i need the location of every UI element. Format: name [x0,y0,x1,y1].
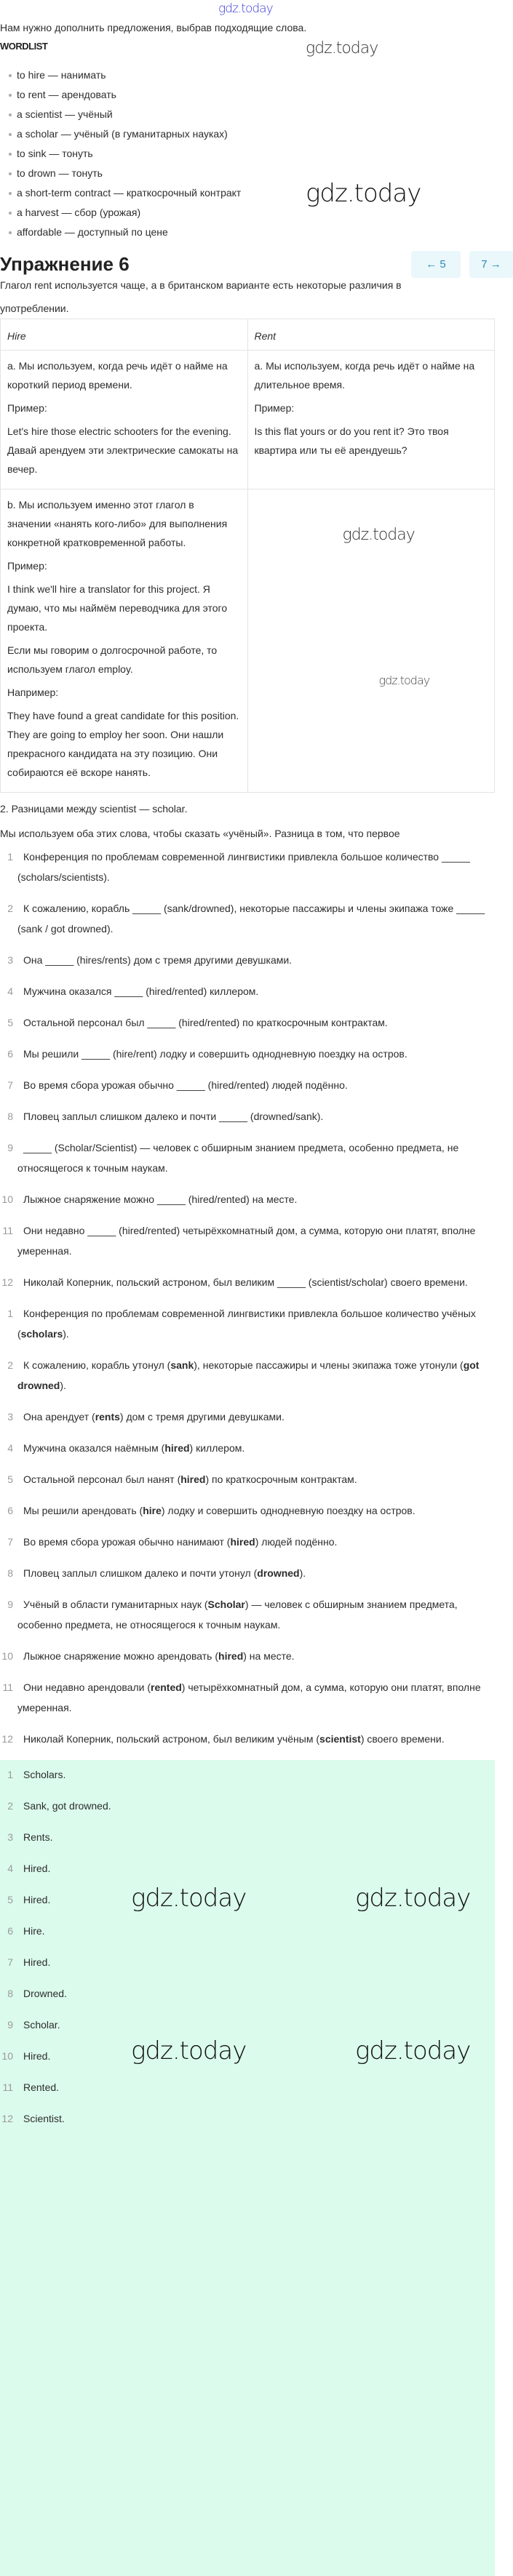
watermark: gdz.today [131,2036,247,2065]
item-number: 4 [7,1442,13,1454]
text-segment: Во время сбора урожая обычно нанимают ( [23,1536,231,1548]
text-segment: ) своего времени. [360,1733,445,1745]
cell-paragraph: а. Мы используем, когда речь идёт о найме на длительное время. [254,360,475,391]
task-item [0,1189,495,1209]
text-segment: ) лодку и совершить однодневную поездку на остров. [161,1505,415,1516]
item-number: 11 [2,1681,13,1693]
answer-word: got drowned [17,1359,480,1391]
answer-text: Sank, got drowned. [23,1800,111,1812]
cell-paragraph: Let's hire those electric schooters for the evening. Давай арендуем эти электрические самокаты на вечер. [7,425,239,475]
item-text [17,1142,458,1174]
item-number: 1 [7,1769,13,1780]
text-segment: ) дом с тремя другими девушками. [119,1411,285,1423]
text-segment: ). [63,1328,69,1340]
item-text [17,1359,479,1391]
item-number: 9 [7,1142,13,1153]
item-text [17,1225,475,1257]
text-segment: Она _____ (hires/rents) дом с тремя другими девушками. [23,954,293,966]
item-number: 1 [7,851,13,863]
answer-word: scholars [20,1328,63,1340]
item-number: 9 [7,1599,13,1610]
text-segment: ). [299,1567,306,1579]
answer-item [0,2108,495,2129]
table-row [1,489,495,793]
solution-item [0,1469,495,1489]
answer-word: sank [170,1359,194,1371]
answer-word: rents [95,1411,120,1423]
wordlist-item [9,165,241,185]
item-text [17,985,258,997]
text-segment: ) людей подённо. [255,1536,338,1548]
item-number: 8 [7,1988,13,1999]
solution-list [0,1303,495,1749]
item-number: 9 [7,2019,13,2031]
item-text [17,1505,415,1516]
text-segment: Мы решили _____ (hire/rent) лодку и совершить однодневную поездку на остров. [23,1048,407,1060]
answer-text: Drowned. [23,1988,67,1999]
bullet-icon [9,74,12,77]
text-segment: ). [60,1380,66,1391]
item-number: 2 [7,1359,13,1371]
text-segment: Мы решили арендовать ( [23,1505,143,1516]
wordlist-item [9,145,241,165]
text-segment: Мужчина оказался _____ (hired/rented) киллером. [23,985,259,997]
item-number: 8 [7,1567,13,1579]
answer-word: hired [164,1442,190,1454]
item-number: 12 [1,1276,13,1288]
header-rent: Rent [247,319,495,351]
task-list [0,847,495,1292]
item-number: 8 [7,1111,13,1122]
intro-text: Нам нужно дополнить предложения, выбрав подходящие слова. [0,22,307,33]
next-exercise-button[interactable]: 7 → [469,251,513,278]
item-number: 3 [7,954,13,966]
text-segment: ) — человек с обширным знанием предмета, особенно предмета, не относящегося к точным наукам. [17,1599,458,1631]
item-text [17,903,485,935]
task-item [0,1012,495,1033]
bullet-icon [9,172,12,175]
watermark: gdz.today [355,2036,471,2065]
item-number: 10 [1,1650,13,1662]
text-segment: Николай Коперник, польский астроном, был великим _____ (scientist/scholar) своего времени. [23,1276,468,1288]
wordlist [9,67,241,244]
text-segment: Конференция по проблемам современной лингвистики привлекла большое количество учёных ( [17,1308,476,1340]
text-segment: ) четырёхкомнатный дом, а сумма, которую они платят, вполне умеренная. [17,1681,481,1713]
task-item [0,1220,495,1261]
answer-text: Hire. [23,1925,45,1937]
item-number: 12 [1,1733,13,1745]
text-segment: К сожалению, корабль утонул ( [23,1359,171,1371]
solution-item [0,1677,495,1718]
answer-text: Rents. [23,1831,53,1843]
item-text [17,1599,458,1631]
wordlist-item-text: a short-term contract — краткосрочный контракт [17,187,242,199]
wordlist-item [9,87,241,106]
item-text [17,1411,285,1423]
wordlist-item [9,126,241,145]
item-text [17,1048,407,1060]
item-number: 1 [7,1308,13,1319]
cell-rent-b-empty [247,489,495,793]
text-segment: Во время сбора урожая обычно _____ (hired/rented) людей подённо. [23,1079,348,1091]
item-text [17,1308,476,1340]
text-segment: ), некоторые пассажиры и члены экипажа тоже утонули ( [194,1359,464,1371]
answer-text: Scholar. [23,2019,60,2031]
task-item [0,1137,495,1178]
item-number: 3 [7,1411,13,1423]
watermark: gdz.today [218,1,273,16]
answer-word: hire [143,1505,162,1516]
item-number: 11 [2,1225,13,1236]
item-text [17,1276,468,1288]
table-header-row [1,319,495,351]
text-segment: К сожалению, корабль _____ (sank/drowned), некоторые пассажиры и члены экипажа тоже _____ (sank / got drowned). [17,903,485,935]
wordlist-item [9,106,241,126]
hire-rent-table [0,319,495,793]
watermark: gdz.today [306,39,378,57]
cell-paragraph: а. Мы используем, когда речь идёт о найме на короткий период времени. [7,360,228,391]
answer-item [0,2046,495,2066]
item-text [17,1442,244,1454]
solution-item [0,1407,495,1427]
text-segment: Остальной персонал был _____ (hired/rented) по краткосрочным контрактам. [23,1017,388,1028]
item-number: 10 [1,1193,13,1205]
usage-text: употреблении. [0,303,69,314]
header-hire: Hire [1,319,248,351]
item-text [17,954,292,966]
bullet-icon [9,212,12,215]
cell-paragraph: b. Мы используем именно этот глагол в значении «нанять кого-либо» для выполнения конкретной кратковременной работы. [7,499,228,548]
text-segment: Они недавно _____ (hired/rented) четырёхкомнатный дом, а сумма, которую они платят, вполне умеренная. [17,1225,476,1257]
solution-item [0,1594,495,1635]
cell-hire-a [1,351,248,489]
answer-item [0,1921,495,1941]
wordlist-item-text: a scientist — учёный [17,108,113,120]
item-text [17,1079,348,1091]
text-segment: Мужчина оказался наёмным ( [23,1442,165,1454]
item-number: 7 [7,1079,13,1091]
item-number: 10 [1,2050,13,2062]
wordlist-item-text: affordable — доступный по цене [17,226,168,238]
task-item [0,1106,495,1127]
task-item [0,898,495,939]
answer-item [0,2077,495,2097]
cell-paragraph: Пример: [7,402,47,414]
answer-item [0,1858,495,1879]
bullet-icon [9,192,12,195]
solution-item [0,1500,495,1521]
wordlist-item-text: a harvest — сбор (урожая) [17,207,141,218]
wordlist-item-text: to rent — арендовать [17,89,116,100]
cell-paragraph: I think we'll hire a translator for this project. Я думаю, что мы наймём переводчика для этого проекта. [7,583,228,633]
text-segment: ) киллером. [189,1442,245,1454]
watermark: gdz.today [131,1884,247,1913]
cell-paragraph: Например: [7,687,59,698]
item-text [17,1681,481,1713]
wordlist-title: WORDLIST [0,41,48,52]
watermark: gdz.today [342,526,415,544]
watermark: gdz.today [306,179,421,208]
answer-word: hired [180,1473,206,1485]
section-2-description: Мы используем оба этих слова, чтобы сказать «учёный». Разница в том, что первое [0,828,400,839]
text-segment: ) по краткосрочным контрактам. [205,1473,357,1485]
item-number: 3 [7,1831,13,1843]
cell-paragraph: Пример: [7,560,47,572]
bullet-icon [9,153,12,156]
item-number: 6 [7,1925,13,1937]
item-text [17,851,470,883]
wordlist-item-text: to drown — тонуть [17,167,103,179]
watermark: gdz.today [355,1884,471,1913]
prev-exercise-button[interactable]: ← 5 [411,251,461,278]
item-number: 6 [7,1048,13,1060]
text-segment: Они недавно арендовали ( [23,1681,151,1693]
item-text [17,1567,306,1579]
solution-item [0,1563,495,1583]
answer-item [0,1764,495,1785]
text-segment: Конференция по проблемам современной лингвистики привлекла большое количество _____ (scholars/scientists). [17,851,470,883]
answer-text: Hired. [23,1863,51,1874]
task-item [0,847,495,887]
answer-text: Scientist. [23,2113,65,2124]
answer-item [0,1889,495,1910]
task-item [0,1272,495,1292]
cell-paragraph: Если мы говорим о долгосрочной работе, то используем глагол employ. [7,644,218,675]
cut-off-line: Глагол rent используется чаще, а в британском варианте есть некоторые различия в [0,279,402,291]
item-text [17,1733,445,1745]
answer-word: scientist [319,1733,361,1745]
bullet-icon [9,113,12,116]
content-flow [0,279,495,2576]
task-item [0,981,495,1001]
bullet-icon [9,231,12,234]
cell-rent-a [247,351,495,489]
cut-off-text [0,279,495,295]
cell-paragraph: Пример: [254,402,295,414]
item-text [17,1650,295,1662]
item-number: 5 [7,1017,13,1028]
item-text [17,1193,297,1205]
section-2-title: 2. Разницами между scientist — scholar. [0,803,188,815]
item-text [17,1111,323,1122]
text-segment: _____ (Scholar/Scientist) — человек с обширным знанием предмета, особенно предмета, не относящегося к точным наукам. [17,1142,459,1174]
cell-paragraph: They have found a great candidate for this position. They are going to employ her soon. Они нашли прекрасного кандидата на эту позицию. Они собираются её вскоре нанять. [7,710,239,778]
answer-item [0,2015,495,2035]
item-number: 11 [2,2081,13,2093]
task-item [0,950,495,970]
task-item [0,1075,495,1095]
item-number: 4 [7,985,13,997]
answer-item [0,1952,495,1972]
text-segment: Лыжное снаряжение можно _____ (hired/rented) на месте. [23,1193,298,1205]
bullet-icon [9,94,12,97]
watermark: gdz.today [378,673,430,687]
text-segment: Учёный в области гуманитарных наук ( [23,1599,208,1610]
answer-word: Scholar [207,1599,245,1610]
item-number: 5 [7,1894,13,1905]
wordlist-item-text: to sink — тонуть [17,148,93,159]
solution-item [0,1532,495,1552]
answer-word: drowned [257,1567,300,1579]
item-text [17,1017,388,1028]
item-number: 6 [7,1505,13,1516]
wordlist-item-text: a scholar — учёный (в гуманитарных науках) [17,128,228,140]
exercise-title: Упражнение 6 [0,253,130,275]
wordlist-item [9,224,241,244]
task-item [0,1044,495,1064]
item-number: 12 [1,2113,13,2124]
wordlist-item [9,204,241,224]
text-segment: ) на месте. [243,1650,295,1662]
bullet-icon [9,133,12,136]
item-number: 5 [7,1473,13,1485]
solution-item [0,1646,495,1666]
solution-item [0,1729,495,1749]
item-number: 4 [7,1863,13,1874]
text-segment: Она арендует ( [23,1411,95,1423]
text-segment: Пловец заплыл слишком далеко и почти утонул ( [23,1567,258,1579]
answer-word: hired [230,1536,255,1548]
text-segment: Николай Коперник, польский астроном, был великим учёным ( [23,1733,320,1745]
answer-word: rented [151,1681,182,1693]
item-number: 2 [7,903,13,914]
wordlist-item [9,185,241,204]
cell-hire-b [1,489,248,793]
text-segment: Остальной персонал был нанят ( [23,1473,181,1485]
wordlist-item-text: to hire — нанимать [17,69,106,81]
answer-word: hired [218,1650,244,1662]
answer-text: Hired. [23,1956,51,1968]
item-text [17,1473,357,1485]
answer-item [0,1827,495,1847]
item-number: 2 [7,1800,13,1812]
answer-text: Hired. [23,1894,51,1905]
answer-list [0,1760,495,2576]
cell-paragraph: Is this flat yours or do you rent it? Это твоя квартира или ты её арендуешь? [254,425,449,456]
text-segment: Лыжное снаряжение можно арендовать ( [23,1650,219,1662]
solution-item [0,1303,495,1344]
answer-item [0,1983,495,2004]
wordlist-item [9,67,241,87]
item-number: 7 [7,1536,13,1548]
text-segment: Пловец заплыл слишком далеко и почти _____ (drowned/sank). [23,1111,324,1122]
table-row [1,351,495,489]
answer-item [0,1796,495,1816]
solution-item [0,1438,495,1458]
solution-item [0,1355,495,1396]
answer-text: Hired. [23,2050,51,2062]
answer-text: Scholars. [23,1769,66,1780]
item-number: 7 [7,1956,13,1968]
item-text [17,1536,337,1548]
answer-text: Rented. [23,2081,60,2093]
